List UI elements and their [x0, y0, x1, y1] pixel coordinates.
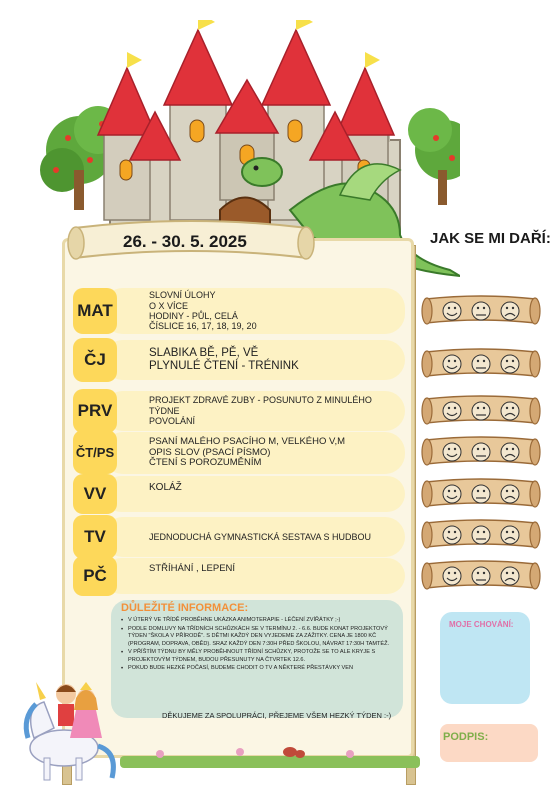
mood-scroll-7: [420, 558, 542, 594]
neutral-face-icon[interactable]: [472, 443, 490, 461]
sad-face-icon[interactable]: [501, 567, 519, 585]
date-range: 26. - 30. 5. 2025: [123, 232, 247, 251]
thanks-text: DĚKUJEME ZA SPOLUPRÁCI, PŘEJEME VŠEM HEZKÝ TÝDEN :-): [162, 711, 392, 720]
happy-face-icon[interactable]: [443, 443, 461, 461]
mood-scroll-1: [420, 293, 542, 329]
subject-row-cj: [73, 340, 405, 380]
sad-face-icon[interactable]: [501, 485, 519, 503]
sad-face-icon[interactable]: [501, 526, 519, 544]
subject-code: TV: [73, 515, 117, 559]
sad-face-icon[interactable]: [501, 302, 519, 320]
subject-row-tv: [73, 517, 405, 557]
subject-line: KOLÁŽ: [149, 482, 182, 493]
subject-line: SLABIKA BĚ, PĚ, VĚ: [149, 346, 259, 359]
subject-line: HODINY - PŮL, CELÁ: [149, 311, 238, 321]
info-item: • V ÚTERÝ VE TŘÍDĚ PROBĚHNE UKÁZKA ANIMOTERAPIE - LÉČENÍ ZVÍŘÁTKY ;-): [121, 617, 399, 625]
neutral-face-icon[interactable]: [472, 485, 490, 503]
subject-line: ČÍSLICE 16, 17, 18, 19, 20: [149, 321, 257, 332]
subject-code: MAT: [73, 288, 117, 334]
mood-scroll-2: [420, 346, 542, 382]
mood-heading: JAK SE MI DAŘÍ:: [430, 230, 551, 247]
subject-row-mat: [73, 288, 405, 334]
subject-row-pc: [73, 558, 405, 594]
happy-face-icon[interactable]: [443, 485, 461, 503]
kids-unicorn-illustration: [14, 668, 134, 788]
neutral-face-icon[interactable]: [472, 567, 490, 585]
info-list: [121, 617, 399, 674]
neutral-face-icon[interactable]: [472, 302, 490, 320]
happy-face-icon[interactable]: [443, 567, 461, 585]
subject-line: ČTENÍ S POROZUMĚNÍM: [149, 457, 262, 469]
subject-code: VV: [73, 474, 117, 514]
subject-row-vv: [73, 476, 405, 512]
info-item: • PODLE DOMLUVY NA TŘÍDNÍCH SCHŮZKÁCH SE V TERMÍNU 2. - 6.6. BUDE KONAT PROJEKTOVÝ TÝDEN "ŠKOLA V PŘÍRODĚ". S DĚTMI KAŽDÝ DEN VYJEDEME ZA ZÁŽITKY. CENA JE 1800 KČ (PROGRAM, DOPRAVA, OBĚD). SRAZ KAŽDÝ DEN 7:30H PŘED ŠKOLOU, NÁVRAT 17:30H TAMTÉŽ.: [121, 626, 399, 649]
neutral-face-icon[interactable]: [472, 526, 490, 544]
happy-face-icon[interactable]: [443, 402, 461, 420]
subject-row-prv: [73, 391, 405, 431]
happy-face-icon[interactable]: [443, 526, 461, 544]
sad-face-icon[interactable]: [501, 402, 519, 420]
subject-line: STŘÍHÁNÍ , LEPENÍ: [149, 563, 236, 574]
signature-label: PODPIS:: [443, 731, 489, 743]
happy-face-icon[interactable]: [443, 355, 461, 373]
mood-scroll-6: [420, 517, 542, 553]
info-title: DŮLEŽITÉ INFORMACE:: [121, 602, 249, 614]
mood-scroll-5: [420, 476, 542, 512]
neutral-face-icon[interactable]: [472, 402, 490, 420]
subject-code: ČJ: [73, 338, 117, 382]
sad-face-icon[interactable]: [501, 355, 519, 373]
neutral-face-icon[interactable]: [472, 355, 490, 373]
info-item: • POKUD BUDE HEZKÉ POČASÍ, BUDEME CHODIT O TV A NĚKTERÉ PŘESTÁVKY VEN: [121, 665, 399, 673]
happy-face-icon[interactable]: [443, 302, 461, 320]
subject-code: PČ: [73, 556, 117, 596]
subject-line: POVOLÁNÍ: [149, 416, 196, 427]
subject-line: JEDNODUCHÁ GYMNASTICKÁ SESTAVA S HUDBOU: [149, 531, 372, 542]
subject-line: PROJEKT ZDRAVÉ ZUBY - POSUNUTO Z MINULÉHO TÝDNE: [149, 395, 372, 416]
subject-row-ctps: [73, 432, 405, 474]
mood-scroll-4: [420, 434, 542, 470]
grass-decoration: [120, 738, 420, 768]
subject-line: SLOVNÍ ÚLOHY: [149, 290, 216, 301]
sad-face-icon[interactable]: [501, 443, 519, 461]
behavior-label: MOJE CHOVÁNÍ:: [449, 620, 514, 629]
subject-line: OPIS SLOV (PSACÍ PÍSMO): [149, 446, 271, 458]
subject-code: PRV: [73, 389, 117, 433]
signature-box[interactable]: [440, 724, 538, 762]
subject-line: PSANÍ MALÉHO PSACÍHO M, VELKÉHO V,M: [149, 435, 346, 447]
subject-code: ČT/PS: [73, 430, 117, 474]
mood-scroll-3: [420, 393, 542, 429]
subject-line: PLYNULÉ ČTENÍ - TRÉNINK: [149, 360, 299, 372]
info-item: • V PŘÍŠTÍM TÝDNU BY MĚLY PROBĚHNOUT TŘÍDNÍ SCHŮZKY, PROTOŽE SE TO ALE KRYJE S PROJEKTOVÝM TÝDNEM, BUDOU PŘESUNUTY NA ČTVRTEK 12.6.: [121, 649, 399, 664]
subject-line: O X VÍCE: [149, 300, 189, 311]
